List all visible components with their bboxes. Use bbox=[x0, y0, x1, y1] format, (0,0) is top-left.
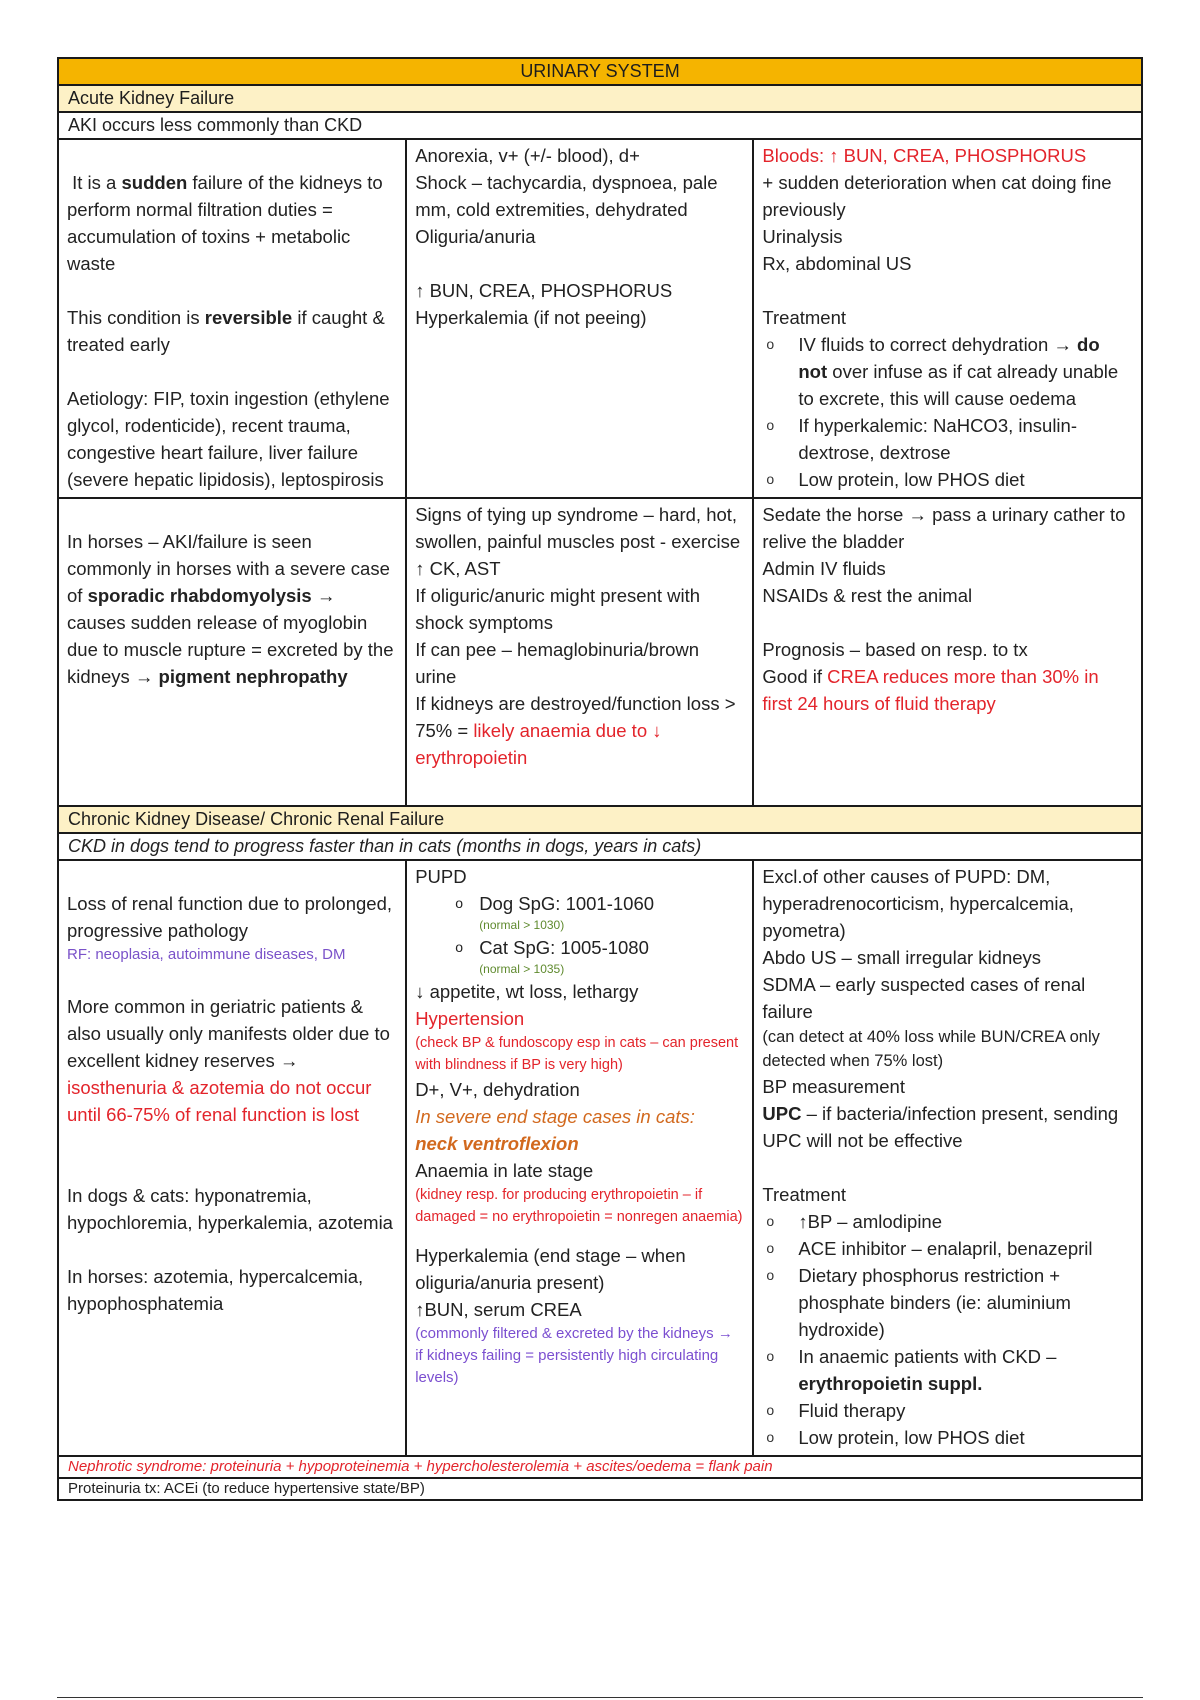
ckd-appetite: ↓ appetite, wt loss, lethargy bbox=[415, 981, 639, 1002]
ckd-hyperkalemia: Hyperkalemia (end stage – when oliguria/anuria present) bbox=[415, 1245, 686, 1293]
ckd-neck-ventroflexion: neck ventroflexion bbox=[415, 1133, 579, 1154]
aki-diag-imaging: Rx, abdominal US bbox=[762, 253, 912, 274]
aki-sign-gi: Anorexia, v+ (+/- blood), d+ bbox=[415, 145, 640, 166]
list-item: o ACE inhibitor – enalapril, benazepril bbox=[762, 1235, 1133, 1262]
list-item: o ↑BP – amlodipine bbox=[762, 1208, 1133, 1235]
horse-sign-ck: ↑ CK, AST bbox=[415, 558, 501, 579]
ckd-horses: In horses: azotemia, hypercalcemia, hypophosphatemia bbox=[67, 1266, 364, 1314]
ckd-risk-factors: RF: neoplasia, autoimmune diseases, DM bbox=[67, 946, 346, 963]
aki-definition-cell bbox=[58, 139, 406, 498]
ckd-diag-upc: UPC – if bacteria/infection present, sending UPC will not be effective bbox=[762, 1103, 1119, 1151]
horse-tx-sedate: Sedate the horse → pass a urinary cather to relive the bladder bbox=[762, 504, 1126, 552]
horse-sign-anaemia: If kidneys are destroyed/function loss > 75% = likely anaemia due to ↓ erythropoietin bbox=[415, 693, 736, 768]
aki-sign-shock: Shock – tachycardia, dyspnoea, pale mm, cold extremities, dehydrated bbox=[415, 172, 718, 220]
ckd-row bbox=[58, 860, 1142, 1456]
aki-sign-hyperkalemia: Hyperkalemia (if not peeing) bbox=[415, 307, 647, 328]
aki-reversible: This condition is reversible if caught & treated early bbox=[67, 307, 385, 355]
aki-diag-urinalysis: Urinalysis bbox=[762, 226, 843, 247]
aki-row-cats bbox=[58, 139, 1142, 498]
section-header-ckd: Chronic Kidney Disease/ Chronic Renal Failure bbox=[58, 806, 1142, 833]
ckd-cat-normal: (normal > 1035) bbox=[479, 962, 565, 976]
aki-row-horses bbox=[58, 498, 1142, 806]
ckd-bun-note: (commonly filtered & excreted by the kidneys → if kidneys failing = persistently high circulating levels) bbox=[415, 1325, 733, 1386]
list-item: o Fluid therapy bbox=[762, 1397, 1133, 1424]
ckd-dogs-cats: In dogs & cats: hyponatremia, hypochloremia, hyperkalemia, azotemia bbox=[67, 1185, 393, 1233]
proteinuria-note: Proteinuria tx: ACEi (to reduce hypertensive state/BP) bbox=[58, 1478, 1142, 1500]
aki-treatment-heading: Treatment bbox=[762, 307, 846, 328]
ckd-diag-exclusion: Excl.of other causes of PUPD: DM, hyperadrenocorticism, hypercalcemia, pyometra) bbox=[762, 866, 1074, 941]
ckd-hypertension-note: (check BP & fundoscopy esp in cats – can present with blindness if BP is very high) bbox=[415, 1035, 739, 1073]
section-header-aki: Acute Kidney Failure bbox=[58, 85, 1142, 112]
ckd-severe: In severe end stage cases in cats: bbox=[415, 1106, 695, 1127]
ckd-bun: ↑BUN, serum CREA bbox=[415, 1299, 582, 1320]
bullet-icon: o bbox=[766, 1348, 775, 1364]
aki-subheader: AKI occurs less commonly than CKD bbox=[58, 112, 1142, 139]
urinary-notes-table bbox=[57, 57, 1143, 1501]
aki-sign-bloods: ↑ BUN, CREA, PHOSPHORUS bbox=[415, 280, 673, 301]
bullet-icon: o bbox=[766, 1213, 775, 1229]
list-item: o Low protein, low PHOS diet bbox=[762, 466, 1133, 493]
list-item: o Low protein, low PHOS diet bbox=[762, 1424, 1133, 1451]
ckd-dvd: D+, V+, dehydration bbox=[415, 1079, 580, 1100]
aki-diag-bloods: Bloods: ↑ BUN, CREA, PHOSPHORUS bbox=[762, 145, 1087, 166]
horse-prognosis-good: Good if CREA reduces more than 30% in first 24 hours of fluid therapy bbox=[762, 666, 1099, 714]
ckd-signs-cell bbox=[406, 860, 753, 1456]
aki-horse-cell bbox=[58, 498, 406, 806]
aki-sign-oliguria: Oliguria/anuria bbox=[415, 226, 536, 247]
ckd-diag-us: Abdo US – small irregular kidneys bbox=[762, 947, 1042, 968]
bullet-icon: o bbox=[766, 1429, 775, 1445]
horse-tx-nsaids: NSAIDs & rest the animal bbox=[762, 585, 973, 606]
page-bottom-rule bbox=[57, 1697, 1143, 1698]
horse-prognosis: Prognosis – based on resp. to tx bbox=[762, 639, 1028, 660]
bullet-icon: o bbox=[766, 471, 775, 487]
horse-sign-urine: If can pee – hemaglobinuria/brown urine bbox=[415, 639, 700, 687]
bullet-icon: o bbox=[455, 895, 463, 911]
ckd-diagnosis-cell bbox=[753, 860, 1142, 1456]
ckd-dog-normal: (normal > 1030) bbox=[479, 918, 565, 932]
ckd-diag-sdma: SDMA – early suspected cases of renal failure bbox=[762, 974, 1086, 1022]
list-item: o In anaemic patients with CKD – erythropoietin suppl. bbox=[762, 1343, 1133, 1397]
bullet-icon: o bbox=[766, 1240, 775, 1256]
ckd-definition-cell bbox=[58, 860, 406, 1456]
aki-horse-text: In horses – AKI/failure is seen commonly in horses with a severe case of sporadic rhabdomyolysis → causes sudden release of myoglobin due to muscle rupture = excreted by the kidneys → pigment nephropathy bbox=[67, 531, 394, 687]
horse-sign-tying-up: Signs of tying up syndrome – hard, hot, swollen, painful muscles post - exercise bbox=[415, 504, 741, 552]
ckd-diag-sdma-note: (can detect at 40% loss while BUN/CREA only detected when 75% lost) bbox=[762, 1028, 1100, 1070]
ckd-dog-spg: o Dog SpG: 1001-1060 bbox=[415, 890, 744, 917]
ckd-treatment-list bbox=[762, 1208, 1133, 1451]
ckd-diag-bp: BP measurement bbox=[762, 1076, 905, 1097]
aki-diag-history: + sudden deterioration when cat doing fine previously bbox=[762, 172, 1112, 220]
bullet-icon: o bbox=[766, 1402, 775, 1418]
list-item: o Dietary phosphorus restriction + phosphate binders (ie: aluminium hydroxide) bbox=[762, 1262, 1133, 1343]
ckd-pupd: PUPD bbox=[415, 866, 467, 887]
bullet-icon: o bbox=[766, 1267, 775, 1283]
bullet-icon: o bbox=[766, 417, 775, 433]
horse-tx-fluids: Admin IV fluids bbox=[762, 558, 886, 579]
ckd-isosthenuria: isosthenuria & azotemia do not occur until 66-75% of renal function is lost bbox=[67, 1077, 372, 1125]
nephrotic-syndrome-note: Nephrotic syndrome: proteinuria + hypoproteinemia + hypercholesterolemia + ascites/oedema = flank pain bbox=[58, 1456, 1142, 1478]
ckd-treatment-heading: Treatment bbox=[762, 1184, 846, 1205]
aki-signs-cell bbox=[406, 139, 753, 498]
list-item: o IV fluids to correct dehydration → do not over infuse as if cat already unable to excrete, this will cause oedema bbox=[762, 331, 1133, 412]
aki-aetiology: Aetiology: FIP, toxin ingestion (ethylene glycol, rodenticide), recent trauma, congestive heart failure, liver failure (severe hepatic lipidosis), leptospirosis bbox=[67, 388, 390, 490]
horse-sign-shock: If oliguric/anuric might present with shock symptoms bbox=[415, 585, 701, 633]
bullet-icon: o bbox=[766, 336, 775, 352]
ckd-cat-spg: o Cat SpG: 1005-1080 bbox=[415, 934, 744, 961]
list-item: o If hyperkalemic: NaHCO3, insulin-dextrose, dextrose bbox=[762, 412, 1133, 466]
aki-diagnosis-cell bbox=[753, 139, 1142, 498]
aki-definition: It is a sudden failure of the kidneys to perform normal filtration duties = accumulation of toxins + metabolic waste bbox=[67, 172, 383, 274]
ckd-anaemia-note: (kidney resp. for producing erythropoietin – if damaged = no erythropoietin = nonregen anaemia) bbox=[415, 1187, 743, 1225]
ckd-anaemia: Anaemia in late stage bbox=[415, 1160, 594, 1181]
page-title: URINARY SYSTEM bbox=[58, 58, 1142, 85]
aki-treatment-list bbox=[762, 331, 1133, 493]
ckd-hypertension: Hypertension bbox=[415, 1008, 525, 1029]
aki-horse-treatment-cell bbox=[753, 498, 1142, 806]
ckd-subheader: CKD in dogs tend to progress faster than in cats (months in dogs, years in cats) bbox=[58, 833, 1142, 860]
bullet-icon: o bbox=[455, 939, 463, 955]
ckd-definition: Loss of renal function due to prolonged, progressive pathology bbox=[67, 893, 393, 941]
aki-horse-signs-cell bbox=[406, 498, 753, 806]
ckd-geriatric: More common in geriatric patients & also usually only manifests older due to excellent kidney reserves → bbox=[67, 996, 390, 1071]
